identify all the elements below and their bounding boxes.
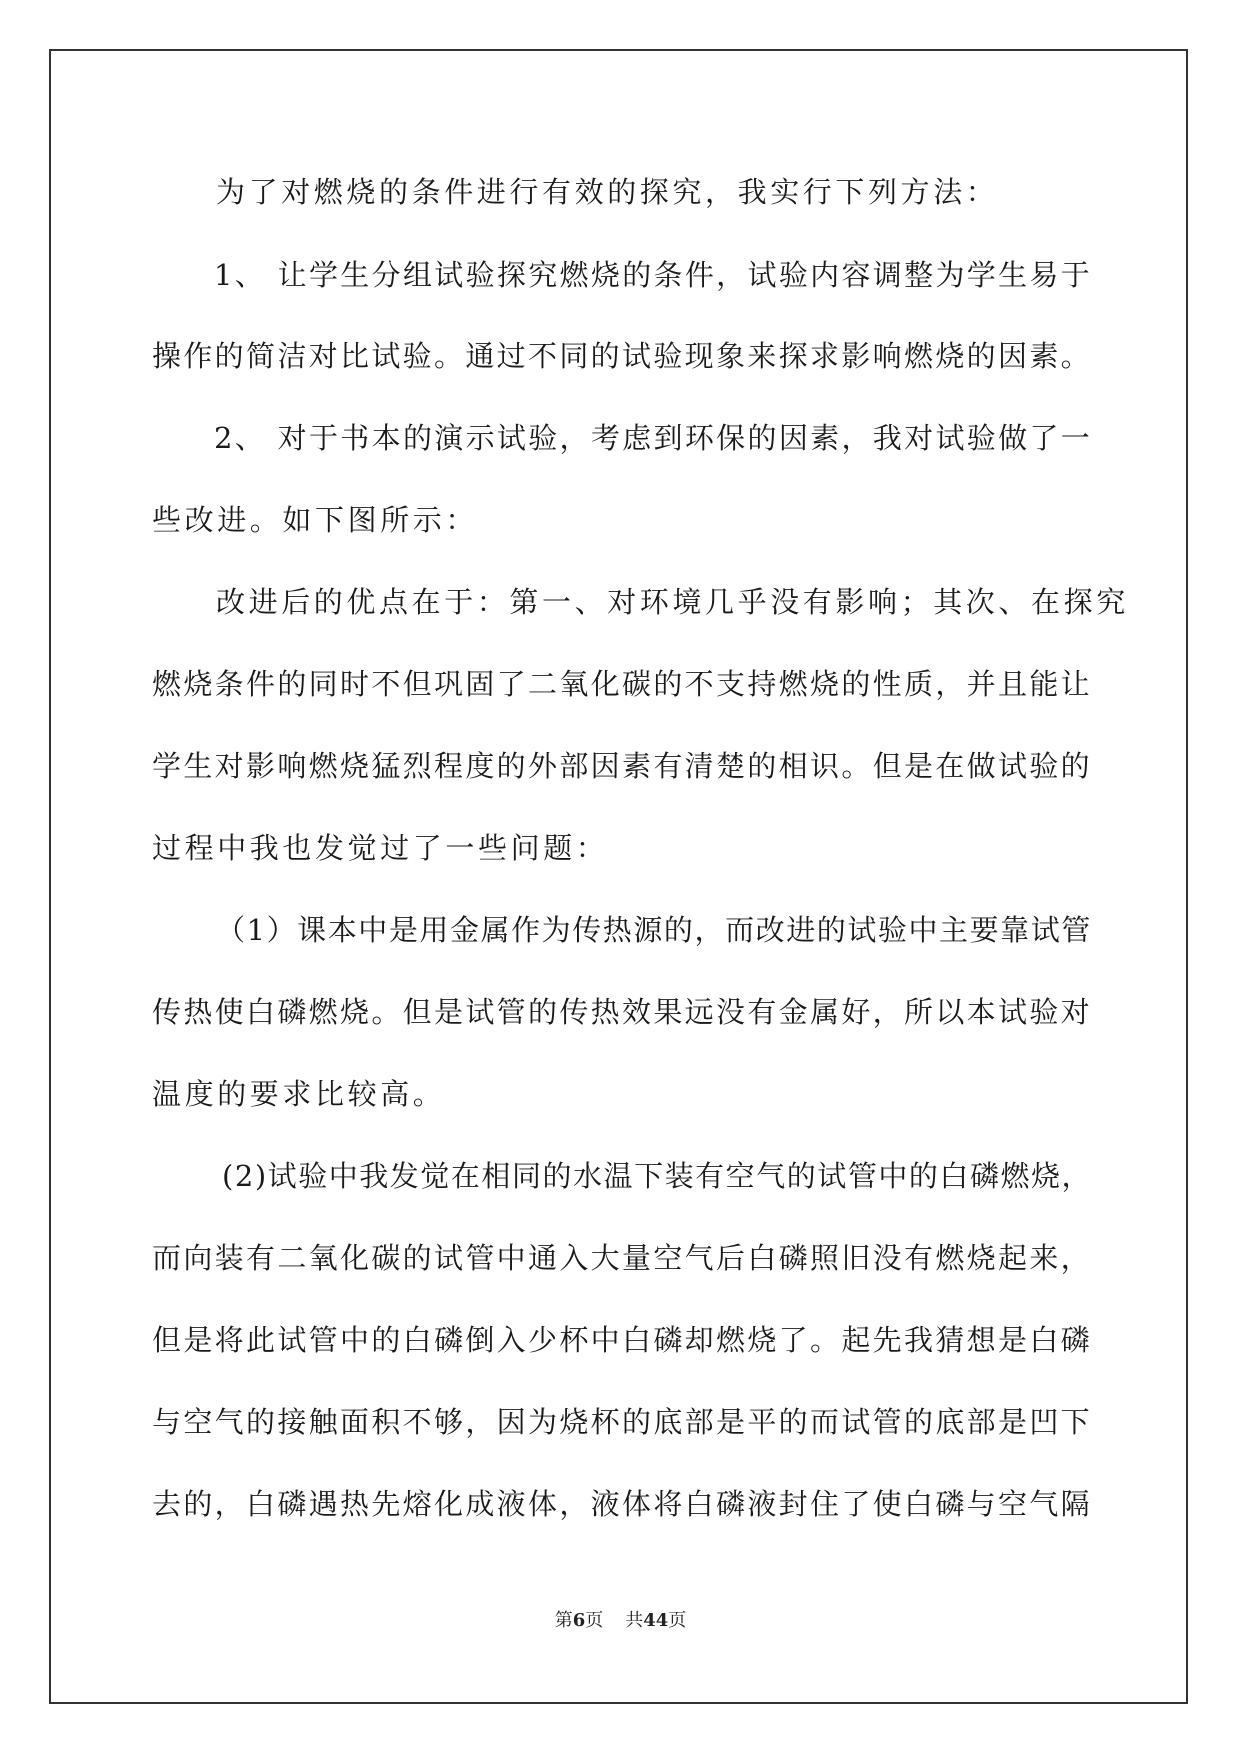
footer-page-suffix: 页	[585, 1610, 604, 1631]
paragraph-line-10: （1）课本中是用金属作为传热源的，而改进的试验中主要靠试管	[216, 913, 1092, 947]
paragraph-line-13: (2)试验中我发觉在相同的水温下装有空气的试管中的白磷燃烧，	[222, 1159, 1093, 1193]
paragraph-line-16: 与空气的接触面积不够，因为烧杯的底部是平的而试管的底部是凹下	[152, 1405, 1093, 1439]
footer-total-prefix: 共	[625, 1610, 644, 1631]
paragraph-line-4: 2、 对于书本的演示试验，考虑到环保的因素，我对试验做了一	[214, 421, 1093, 455]
footer-total-pages: 44	[643, 1610, 669, 1631]
paragraph-line-5: 些改进。如下图所示：	[152, 503, 479, 537]
page-footer	[0, 1609, 1241, 1633]
paragraph-line-2: 1、 让学生分组试验探究燃烧的条件，试验内容调整为学生易于	[214, 258, 1093, 292]
paragraph-line-14: 而向装有二氧化碳的试管中通入大量空气后白磷照旧没有燃烧起来，	[152, 1241, 1093, 1275]
paragraph-line-7: 燃烧条件的同时不但巩固了二氧化碳的不支持燃烧的性质，并且能让	[152, 667, 1093, 701]
paragraph-line-15: 但是将此试管中的白磷倒入少杯中白磷却燃烧了。起先我猜想是白磷	[152, 1323, 1093, 1357]
paragraph-line-1: 为了对燃烧的条件进行有效的探究，我实行下列方法：	[216, 175, 999, 209]
footer-page-prefix: 第	[554, 1610, 573, 1631]
footer-page-number: 6	[572, 1610, 586, 1631]
paragraph-line-11: 传热使白磷燃烧。但是试管的传热效果远没有金属好，所以本试验对	[152, 995, 1093, 1029]
paragraph-line-12: 温度的要求比较高。	[152, 1077, 446, 1111]
paragraph-line-17: 去的，白磷遇热先熔化成液体，液体将白磷液封住了使白磷与空气隔	[152, 1487, 1093, 1521]
footer-total-suffix: 页	[668, 1610, 687, 1631]
paragraph-line-3: 操作的简洁对比试验。通过不同的试验现象来探求影响燃烧的因素。	[152, 339, 1093, 373]
paragraph-line-9: 过程中我也发觉过了一些问题：	[152, 831, 609, 865]
paragraph-line-8: 学生对影响燃烧猛烈程度的外部因素有清楚的相识。但是在做试验的	[152, 749, 1093, 783]
paragraph-line-6: 改进后的优点在于：第一、对环境几乎没有影响；其次、在探究	[216, 585, 1129, 619]
page-border	[49, 49, 1188, 1704]
